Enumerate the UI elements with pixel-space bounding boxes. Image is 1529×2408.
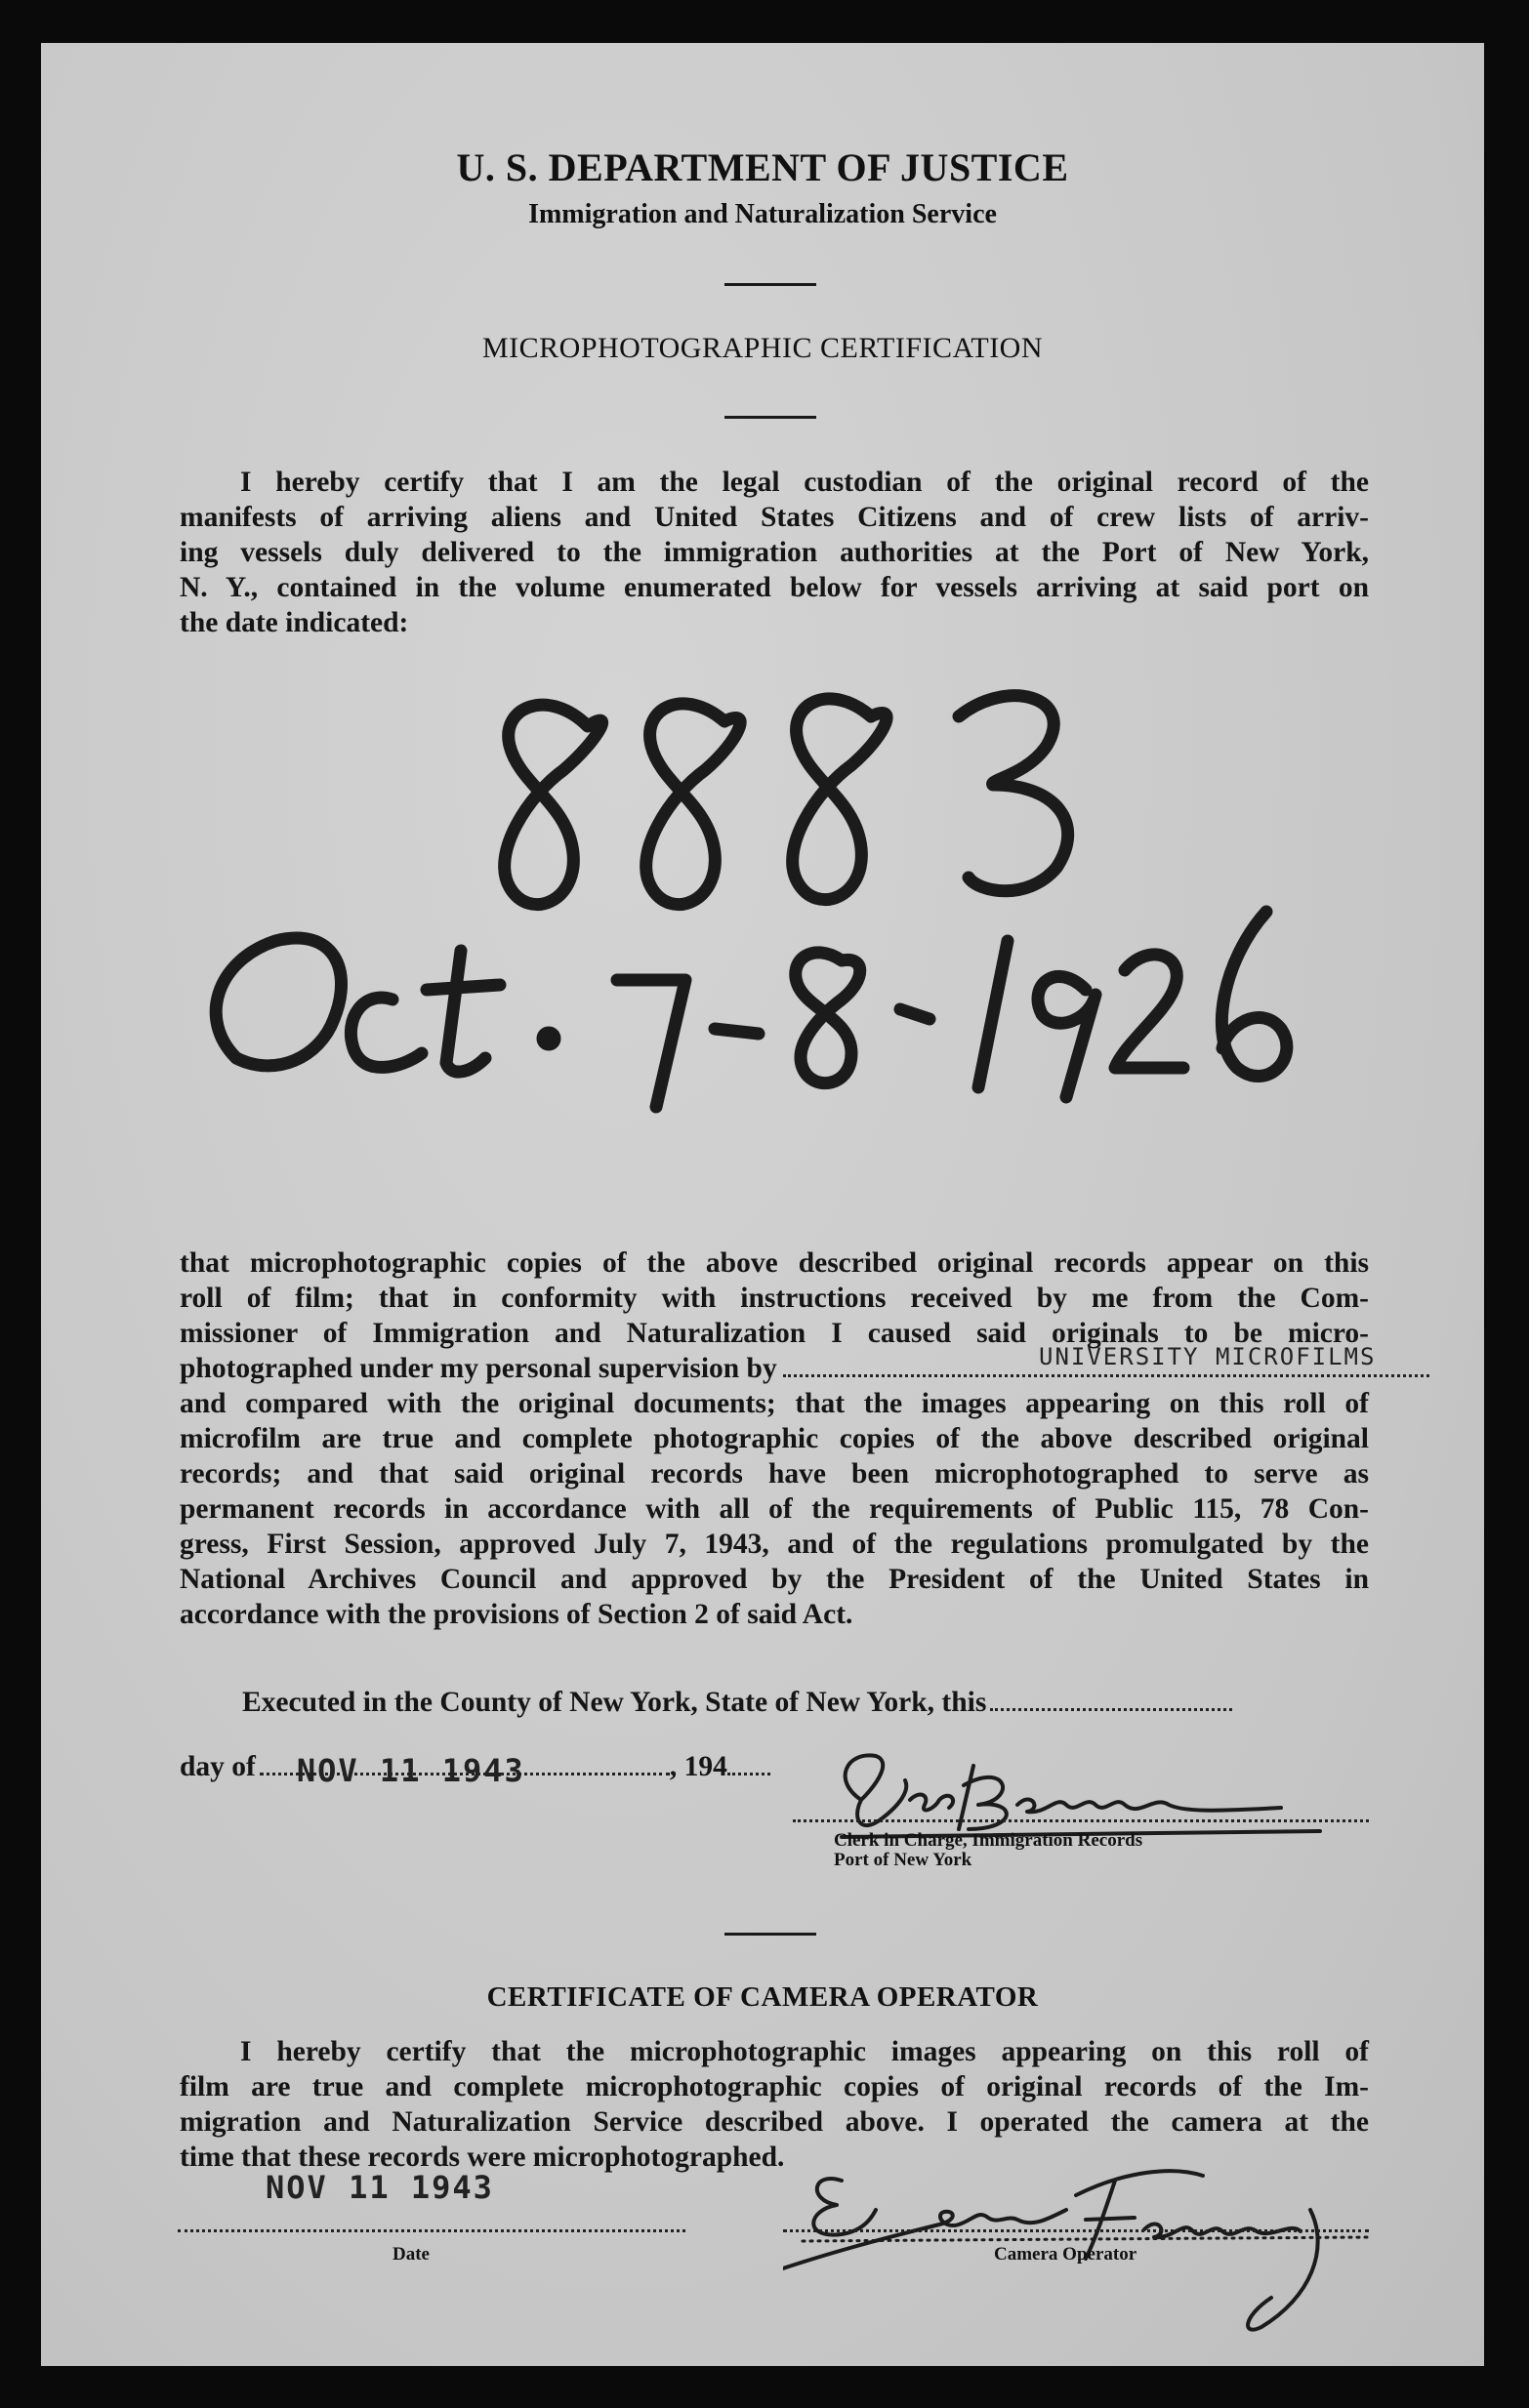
- day-of-label: day of: [180, 1751, 256, 1782]
- service-subheading: Immigration and Naturalization Service: [528, 199, 997, 229]
- body-paragraph: [180, 1245, 1377, 1632]
- clerk-signature-line: [793, 1819, 1369, 1822]
- camera-date-stamp: NOV 11 1943: [266, 2169, 494, 2206]
- body-line: permanent records in accordance with all of the requirements of Public 115, 78 Con-: [180, 1493, 1369, 1525]
- body-line: missioner of Immigration and Naturalization I caused said originals to be micro-: [180, 1318, 1369, 1349]
- intro-line: N. Y., contained in the volume enumerated below for vessels arriving at said port on: [180, 572, 1369, 603]
- filmed-by-blank: [783, 1374, 1429, 1377]
- divider: [724, 1933, 816, 1936]
- day-of-blank: [260, 1752, 670, 1789]
- year-blank: [727, 1773, 770, 1775]
- day-of-line: [180, 1749, 863, 1789]
- intro-line: the date indicated:: [180, 607, 409, 638]
- clerk-port: Port of New York: [834, 1850, 972, 1870]
- date-label: Date: [393, 2244, 430, 2265]
- body-line: roll of film; that in conformity with instructions received by me from the Com-: [180, 1283, 1369, 1314]
- body-line: National Archives Council and approved by the President of the United States in: [180, 1564, 1369, 1595]
- body-line: and compared with the original documents; that the images appearing on this roll of: [180, 1388, 1369, 1419]
- year-prefix: , 194: [669, 1751, 727, 1782]
- divider: [724, 283, 816, 286]
- date-stamp: NOV 11 1943: [296, 1752, 525, 1789]
- executed-text: Executed in the County of New York, State of New York, this: [242, 1687, 987, 1718]
- certificate-sheet: [41, 43, 1484, 2366]
- clerk-title: Clerk in Charge, Immigration Records: [834, 1830, 1143, 1851]
- camera-certificate-title: CERTIFICATE OF CAMERA OPERATOR: [486, 1981, 1039, 2013]
- filmed-by-stamp: UNIVERSITY MICROFILMS: [1039, 1343, 1377, 1370]
- department-heading: U. S. DEPARTMENT OF JUSTICE: [456, 145, 1069, 189]
- executed-blank: [990, 1708, 1232, 1711]
- divider: [724, 416, 816, 419]
- body-line: photographed under my personal supervision by: [180, 1353, 777, 1384]
- intro-line: I hereby certify that I am the legal custodian of the original record of the: [240, 467, 1369, 498]
- camera-line: time that these records were microphotographed.: [180, 2142, 785, 2173]
- camera-line: I hereby certify that the microphotographic images appearing on this roll of: [240, 2036, 1369, 2067]
- camera-line: migration and Naturalization Service described above. I operated the camera at the: [180, 2106, 1369, 2138]
- body-line: records; and that said original records have been microphotographed to serve as: [180, 1458, 1369, 1490]
- operator-line: [783, 2229, 1369, 2232]
- date-line: [178, 2229, 685, 2232]
- handwritten-volume-and-dates: [41, 648, 1484, 1156]
- intro-line: ing vessels duly delivered to the immigration authorities at the Port of New York,: [180, 537, 1369, 568]
- body-line-supervision: [180, 1343, 1377, 1386]
- form-title: MICROPHOTOGRAPHIC CERTIFICATION: [481, 332, 1044, 364]
- operator-label: Camera Operator: [994, 2244, 1137, 2265]
- body-line: that microphotographic copies of the above described original records appear on this: [180, 1247, 1369, 1279]
- intro-line: manifests of arriving aliens and United States Citizens and of crew lists of arriv-: [180, 502, 1369, 533]
- camera-line: film are true and complete microphotographic copies of original records of the Im-: [180, 2071, 1369, 2102]
- executed-line: [242, 1685, 1369, 1720]
- body-line: microfilm are true and complete photographic copies of the above described original: [180, 1423, 1369, 1454]
- intro-paragraph: [180, 465, 1369, 640]
- body-line: accordance with the provisions of Section 2 of said Act.: [180, 1599, 853, 1630]
- body-line: gress, First Session, approved July 7, 1943, and of the regulations promulgated by the: [180, 1529, 1369, 1560]
